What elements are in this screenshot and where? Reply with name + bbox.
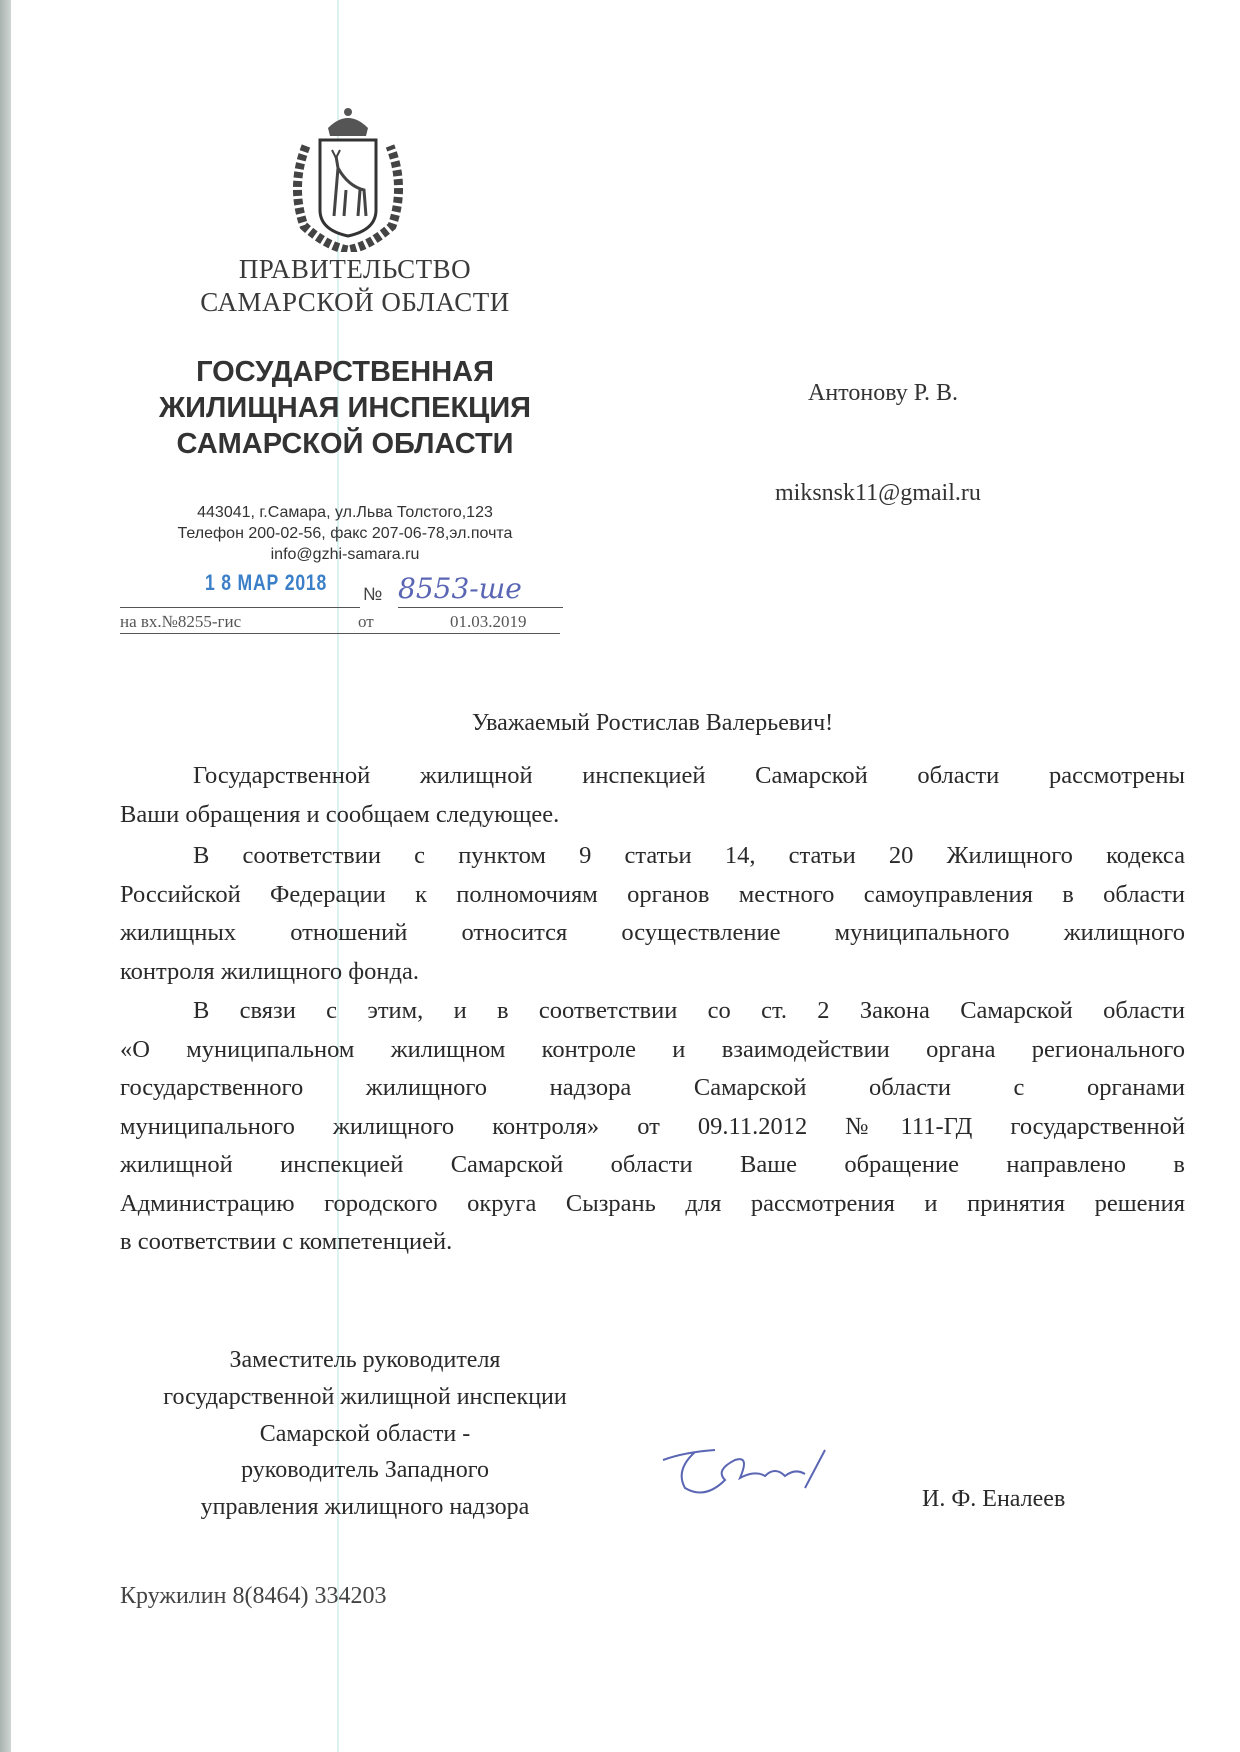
outgoing-number: 8553-ше xyxy=(398,572,522,605)
reference-underline xyxy=(120,633,560,634)
outgoing-date-stamp: 1 8 МАР 2018 xyxy=(205,570,328,595)
paragraph-1-line: Государственной жилищной инспекцией Самарской области рассмотрены xyxy=(193,762,1185,789)
paragraph-2-line: жилищных отношений относится осуществление муниципального жилищного xyxy=(120,919,1185,946)
date-underline xyxy=(120,607,360,608)
paragraph-3-line: муниципального жилищного контроля» от 09.11.2012 №111-ГД государственной xyxy=(120,1112,1185,1140)
paragraph-2-line: контроля жилищного фонда. xyxy=(120,957,419,985)
number-label: № xyxy=(363,584,383,604)
signer-position-line: управления жилищного надзора xyxy=(200,1494,530,1520)
recipient-name: Антонову Р. В. xyxy=(808,380,959,406)
government-title-line1: ПРАВИТЕЛЬСТВО xyxy=(238,254,472,284)
paragraph-3-line: В связи с этим, и в соответствии со ст. 2 Закона Самарской области xyxy=(193,997,1185,1024)
address-line: 443041, г.Самара, ул.Льва Толстого,123 xyxy=(197,504,493,521)
coat-of-arms-icon xyxy=(286,106,410,252)
paragraph-1-line: Ваши обращения и сообщаем следующее. xyxy=(120,800,560,828)
signer-position-line: Заместитель руководителя xyxy=(229,1347,501,1373)
inspection-title-line1: ГОСУДАРСТВЕННАЯ xyxy=(196,356,494,388)
scan-edge xyxy=(0,0,11,1752)
recipient-email: miksnsk11@gmail.ru xyxy=(775,480,981,506)
signer-position-line: государственной жилищной инспекции xyxy=(163,1384,567,1410)
greeting: Уважаемый Ростислав Валерьевич! xyxy=(471,710,834,736)
paragraph-2-line: Российской Федерации к полномочиям органов местного самоуправления в области xyxy=(120,880,1185,908)
signer-position-line: руководитель Западного xyxy=(241,1457,489,1483)
signer-position-line: Самарской области - xyxy=(259,1421,471,1447)
paragraph-3-line: в соответствии с компетенцией. xyxy=(120,1228,453,1255)
signer-name: И. Ф. Еналеев xyxy=(922,1486,1066,1512)
number-underline xyxy=(398,607,563,608)
incoming-date: 01.03.2019 xyxy=(450,612,527,631)
email-line: info@gzhi-samara.ru xyxy=(270,546,420,563)
paragraph-3-line: государственного жилищного надзора Самарской области с органами xyxy=(120,1074,1185,1101)
from-label: от xyxy=(358,612,374,631)
paragraph-3-line: Администрацию городского округа Сызрань для рассмотрения и принятия решения xyxy=(120,1189,1185,1217)
incoming-reference: на вх.№8255-гис xyxy=(120,612,242,631)
phone-line: Телефон 200-02-56, факс 207-06-78,эл.почта xyxy=(177,525,513,542)
contact-person: Кружилин 8(8464) 334203 xyxy=(120,1583,387,1609)
inspection-title-line2: ЖИЛИЩНАЯ ИНСПЕКЦИЯ xyxy=(158,392,532,424)
paragraph-3-line: «О муниципальном жилищном контроле и взаимодействии органа регионального xyxy=(120,1035,1185,1063)
handwritten-signature xyxy=(655,1430,875,1500)
inspection-title-line3: САМАРСКОЙ ОБЛАСТИ xyxy=(176,428,514,460)
paragraph-3-line: жилищной инспекцией Самарской области Ваше обращение направлено в xyxy=(120,1151,1185,1178)
paragraph-2-line: В соответствии с пунктом 9 статьи 14, статьи 20 Жилищного кодекса xyxy=(193,842,1185,869)
government-title-line2: САМАРСКОЙ ОБЛАСТИ xyxy=(200,287,510,317)
